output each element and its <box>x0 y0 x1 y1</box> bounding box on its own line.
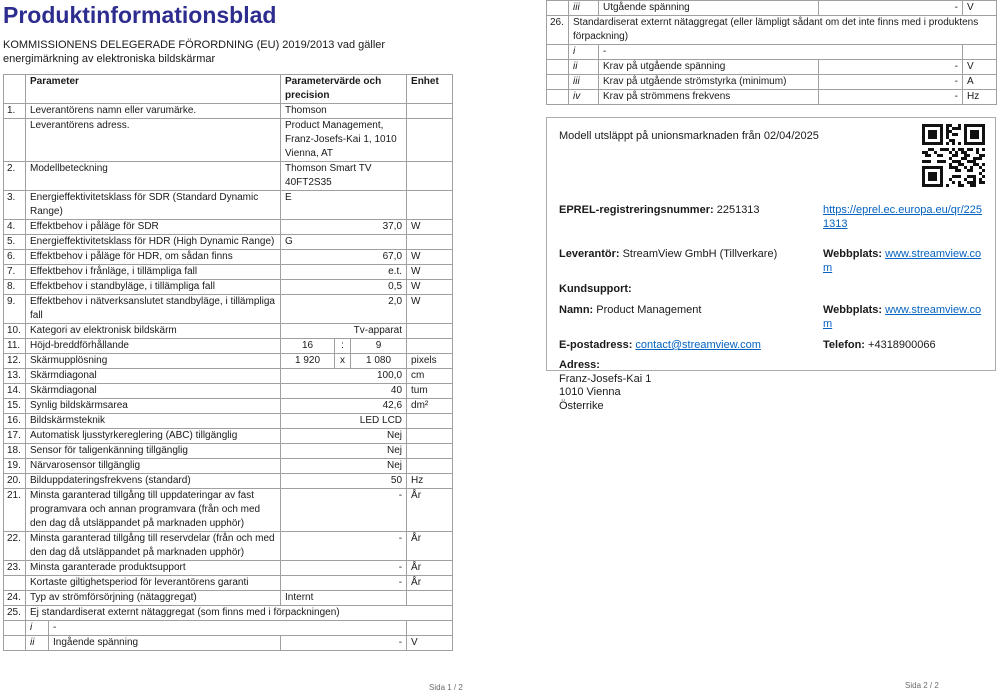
param-value: E <box>281 191 407 220</box>
row-number <box>4 636 26 651</box>
eprel-label: EPREL-registreringsnummer: <box>559 204 714 216</box>
param-label: Krav på utgående spänning <box>599 60 819 75</box>
table-row <box>4 324 453 339</box>
row-number: 14. <box>4 384 26 399</box>
sub-index: ii <box>569 60 599 75</box>
unit-label <box>407 235 453 250</box>
row-number: 4. <box>4 220 26 235</box>
eprel-qr-link[interactable]: https://eprel.ec.europa.eu/qr/2251313 <box>823 204 982 230</box>
table-row <box>4 576 453 591</box>
unit-label: År <box>407 561 453 576</box>
qr-code-icon <box>922 124 985 187</box>
param-label: Effektbehov i standbyläge, i tillämpliga fall <box>26 280 281 295</box>
param-value: 0,5 <box>281 280 407 295</box>
unit-label: År <box>407 489 453 532</box>
sub-index: iv <box>569 90 599 105</box>
param-label: Krav på strömmens frekvens <box>599 90 819 105</box>
param-label: Höjd-breddförhållande <box>26 339 281 354</box>
supplier-label: Leverantör: <box>559 248 620 260</box>
header-number-cell <box>4 75 26 104</box>
supplier-row <box>559 247 983 275</box>
table-row <box>4 474 453 489</box>
page-title: Produktinformationsblad <box>3 2 277 28</box>
header-unit: Enhet <box>407 75 453 104</box>
param-label: Bildskärmsteknik <box>26 414 281 429</box>
unit-label: dm² <box>407 399 453 414</box>
unit-label <box>407 621 453 636</box>
unit-label: År <box>407 532 453 561</box>
support-label: Kundsupport: <box>559 283 632 295</box>
website2-label: Webbplats: <box>823 304 883 316</box>
table-row <box>4 339 453 354</box>
row-number <box>4 621 26 636</box>
table-row <box>4 429 453 444</box>
sub-index: iii <box>569 1 599 16</box>
param-label: Närvarosensor tillgänglig <box>26 459 281 474</box>
table-row <box>4 354 453 369</box>
table-row <box>4 295 453 324</box>
param-label: Minsta garanterad tillgång till uppdateringar av fast programvara och annan programvara (från och med den dag då utsläppandet på marknaden upphör) <box>26 489 281 532</box>
table-row <box>4 265 453 280</box>
supplier-name: StreamView GmbH (Tillverkare) <box>622 248 778 260</box>
page-2 <box>546 0 996 105</box>
email-link[interactable]: contact@streamview.com <box>635 339 761 351</box>
param-label: Kortaste giltighetsperiod för leverantörens garanti <box>26 576 281 591</box>
table-row <box>4 414 453 429</box>
param-value: 100,0 <box>281 369 407 384</box>
row-number: 18. <box>4 444 26 459</box>
row-number: 6. <box>4 250 26 265</box>
row-number <box>547 45 569 60</box>
table-row <box>547 16 997 45</box>
website-label: Webbplats: <box>823 248 883 260</box>
param-label: Minsta garanterad tillgång till reservdelar (från och med den dag då utsläppandet på marknaden upphör) <box>26 532 281 561</box>
contact-name-row <box>559 303 983 331</box>
row-number: 3. <box>4 191 26 220</box>
phone-number: +4318900066 <box>868 339 936 351</box>
row-number: 12. <box>4 354 26 369</box>
row-number: 17. <box>4 429 26 444</box>
row-number <box>547 60 569 75</box>
param-value: G <box>281 235 407 250</box>
row-number: 5. <box>4 235 26 250</box>
param-value: 1 080 <box>351 354 407 369</box>
table-row <box>4 235 453 250</box>
unit-label: W <box>407 280 453 295</box>
table-row <box>4 250 453 265</box>
contact-name: Product Management <box>596 304 702 316</box>
unit-label: Hz <box>407 474 453 489</box>
page-number-1: Sida 1 / 2 <box>429 683 463 692</box>
unit-label <box>407 429 453 444</box>
param-label: Minsta garanterade produktsupport <box>26 561 281 576</box>
sub-index: iii <box>569 75 599 90</box>
row-number: 26. <box>547 16 569 45</box>
row-number: 2. <box>4 162 26 191</box>
header-value: Parametervärde och precision <box>281 75 407 104</box>
table-row <box>4 444 453 459</box>
row-number: 15. <box>4 399 26 414</box>
unit-label <box>407 191 453 220</box>
unit-label <box>407 119 453 162</box>
param-value: - <box>49 621 407 636</box>
row-number <box>4 576 26 591</box>
unit-label: V <box>407 636 453 651</box>
param-value: - <box>281 576 407 591</box>
param-label: Ingående spänning <box>49 636 281 651</box>
table-row <box>547 1 997 16</box>
row-number: 7. <box>4 265 26 280</box>
table-row <box>4 191 453 220</box>
param-value: Nej <box>281 429 407 444</box>
param-value: - <box>819 75 963 90</box>
param-value: 9 <box>351 339 407 354</box>
unit-label <box>407 339 453 354</box>
parameter-table-page1 <box>3 74 453 651</box>
table-row <box>4 399 453 414</box>
param-label: Ej standardiserat externt nätaggregat (som finns med i förpackningen) <box>26 606 453 621</box>
unit-label: tum <box>407 384 453 399</box>
table-row <box>4 162 453 191</box>
unit-label: cm <box>407 369 453 384</box>
unit-label: A <box>963 75 997 90</box>
param-value: e.t. <box>281 265 407 280</box>
row-number: 9. <box>4 295 26 324</box>
param-value: 40 <box>281 384 407 399</box>
table-row <box>4 119 453 162</box>
param-label: Synlig bildskärmsarea <box>26 399 281 414</box>
param-value: Tv-apparat <box>281 324 407 339</box>
email-row <box>559 338 983 352</box>
row-number: 16. <box>4 414 26 429</box>
param-label: Typ av strömförsörjning (nätaggregat) <box>26 591 281 606</box>
unit-label: pixels <box>407 354 453 369</box>
param-value: Nej <box>281 459 407 474</box>
param-label: Automatisk ljusstyrkereglering (ABC) tillgänglig <box>26 429 281 444</box>
table-row <box>547 90 997 105</box>
address-label: Adress: <box>559 359 600 371</box>
unit-label: Hz <box>963 90 997 105</box>
param-value: 67,0 <box>281 250 407 265</box>
table-row <box>4 532 453 561</box>
param-label: Modellbeteckning <box>26 162 281 191</box>
market-release-text: Modell utsläppt på unionsmarknaden från 02/04/2025 <box>559 130 819 142</box>
row-number: 8. <box>4 280 26 295</box>
row-number: 25. <box>4 606 26 621</box>
name-label: Namn: <box>559 304 594 316</box>
param-label: Bilduppdateringsfrekvens (standard) <box>26 474 281 489</box>
param-label: Skärmupplösning <box>26 354 281 369</box>
param-value: - <box>281 532 407 561</box>
table-header-row <box>4 75 453 104</box>
param-label: Leverantörens namn eller varumärke. <box>26 104 281 119</box>
param-value: Product Management, Franz-Josefs-Kai 1, 1010 Vienna, AT <box>281 119 407 162</box>
param-label: Sensor för taligenkänning tillgänglig <box>26 444 281 459</box>
eprel-row <box>559 203 983 231</box>
param-label: Skärmdiagonal <box>26 384 281 399</box>
param-value: - <box>819 1 963 16</box>
row-number: 22. <box>4 532 26 561</box>
unit-label: W <box>407 220 453 235</box>
unit-label <box>407 324 453 339</box>
param-value: - <box>281 636 407 651</box>
param-value: - <box>281 489 407 532</box>
page-number-2: Sida 2 / 2 <box>905 681 939 690</box>
param-value: 50 <box>281 474 407 489</box>
table-row <box>4 621 453 636</box>
param-label: Standardiserat externt nätaggregat (eller lämpligt sådant om det inte finns med i produktens förpackning) <box>569 16 997 45</box>
sub-index: i <box>26 621 49 636</box>
table-row <box>4 384 453 399</box>
param-label: Leverantörens adress. <box>26 119 281 162</box>
unit-label: V <box>963 60 997 75</box>
unit-label <box>407 444 453 459</box>
param-value: - <box>281 561 407 576</box>
row-number <box>547 75 569 90</box>
param-value: 16 <box>281 339 335 354</box>
table-row <box>547 45 997 60</box>
address-line: 1010 Vienna <box>559 386 621 398</box>
table-row <box>4 104 453 119</box>
table-row <box>4 636 453 651</box>
param-value: 37,0 <box>281 220 407 235</box>
param-label: Effektbehov i påläge för SDR <box>26 220 281 235</box>
page-1 <box>3 2 452 651</box>
param-label: Kategori av elektronisk bildskärm <box>26 324 281 339</box>
table-row <box>4 489 453 532</box>
param-label: Utgående spänning <box>599 1 819 16</box>
unit-label <box>407 459 453 474</box>
param-value: Thomson Smart TV 40FT2S35 <box>281 162 407 191</box>
address-line: Franz-Josefs-Kai 1 <box>559 372 652 385</box>
unit-label <box>407 104 453 119</box>
table-row <box>4 591 453 606</box>
unit-label: V <box>963 1 997 16</box>
row-number: 20. <box>4 474 26 489</box>
param-label: Krav på utgående strömstyrka (minimum) <box>599 75 819 90</box>
unit-label <box>407 162 453 191</box>
row-number: 23. <box>4 561 26 576</box>
row-number: 1. <box>4 104 26 119</box>
table-row <box>4 280 453 295</box>
param-value: LED LCD <box>281 414 407 429</box>
website-link[interactable]: www.streamview.com <box>823 248 982 274</box>
param-value: - <box>819 60 963 75</box>
eprel-number: 2251313 <box>716 204 760 216</box>
unit-label: W <box>407 265 453 280</box>
header-parameter: Parameter <box>26 75 281 104</box>
param-value: Nej <box>281 444 407 459</box>
unit-label <box>407 414 453 429</box>
supplier-info-box <box>546 117 996 412</box>
table-row <box>4 369 453 384</box>
email-label: E-postadress: <box>559 339 633 351</box>
unit-label: W <box>407 250 453 265</box>
param-label: Effektbehov i påläge för HDR, om sådan finns <box>26 250 281 265</box>
address-line: Österrike <box>559 399 604 412</box>
table-row <box>547 75 997 90</box>
param-label: Skärmdiagonal <box>26 369 281 384</box>
row-number: 24. <box>4 591 26 606</box>
param-value: 42,6 <box>281 399 407 414</box>
unit-label: År <box>407 576 453 591</box>
param-label: Energieffektivitetsklass för HDR (High Dynamic Range) <box>26 235 281 250</box>
param-value: - <box>599 45 963 60</box>
row-number: 11. <box>4 339 26 354</box>
sub-index: i <box>569 45 599 60</box>
row-number <box>4 119 26 162</box>
param-value: 2,0 <box>281 295 407 324</box>
row-number: 10. <box>4 324 26 339</box>
table-row <box>4 459 453 474</box>
table-row <box>4 561 453 576</box>
param-value: Internt <box>281 591 407 606</box>
param-label: Energieffektivitetsklass för SDR (Standard Dynamic Range) <box>26 191 281 220</box>
row-number: 21. <box>4 489 26 532</box>
ratio-separator: x <box>335 354 351 369</box>
parameter-table-page2 <box>546 0 997 105</box>
table-row <box>547 60 997 75</box>
param-value: - <box>819 90 963 105</box>
unit-label <box>963 45 997 60</box>
param-label: Effektbehov i nätverksanslutet standbyläge, i tillämpliga fall <box>26 295 281 324</box>
phone-label: Telefon: <box>823 339 865 351</box>
row-number <box>547 1 569 16</box>
unit-label <box>407 591 453 606</box>
ratio-separator: : <box>335 339 351 354</box>
row-number <box>547 90 569 105</box>
sub-index: ii <box>26 636 49 651</box>
table-row <box>4 606 453 621</box>
address-block <box>559 359 983 413</box>
row-number: 19. <box>4 459 26 474</box>
param-label: Effektbehov i frånläge, i tillämpliga fall <box>26 265 281 280</box>
row-number: 13. <box>4 369 26 384</box>
param-value: 1 920 <box>281 354 335 369</box>
regulation-subtitle: KOMMISSIONENS DELEGERADE FÖRORDNING (EU) 2019/2013 vad gäller energimärkning av elektroniska bildskärmar <box>3 39 386 65</box>
website2-link[interactable]: www.streamview.com <box>823 304 982 330</box>
support-row <box>559 282 983 296</box>
unit-label: W <box>407 295 453 324</box>
param-value: Thomson <box>281 104 407 119</box>
table-row <box>4 220 453 235</box>
